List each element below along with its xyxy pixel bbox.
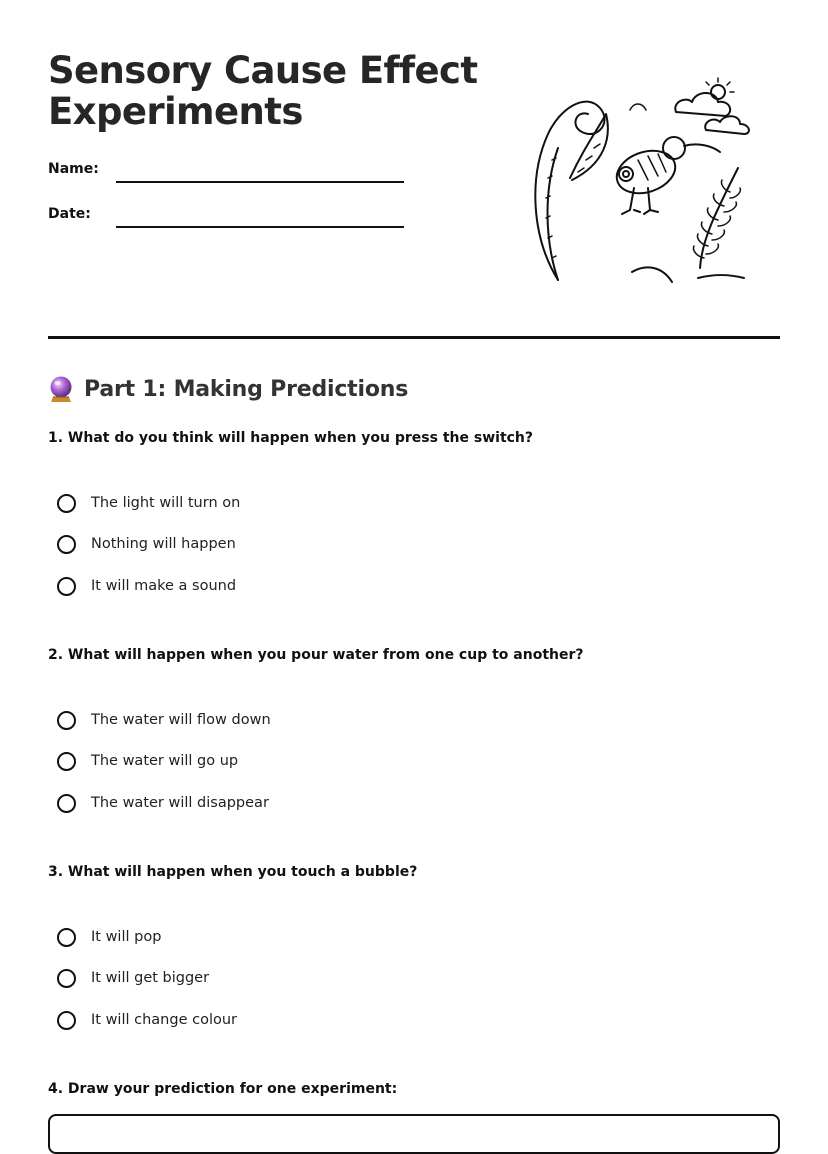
q1-option-3[interactable]: [57, 573, 236, 599]
question-4: 4. Draw your prediction for one experiment:: [48, 1081, 398, 1097]
q1-option-2[interactable]: [57, 531, 236, 557]
option-label: It will make a sound: [91, 578, 237, 594]
q3-option-2[interactable]: [57, 965, 209, 991]
question-1: 1. What do you think will happen when you press the switch?: [48, 430, 534, 446]
q3-option-3[interactable]: [57, 1007, 237, 1033]
option-label: It will get bigger: [91, 970, 210, 986]
option-label: The water will disappear: [91, 795, 269, 811]
section-divider: [48, 336, 780, 339]
option-label: The light will turn on: [91, 495, 241, 511]
part1-heading: [48, 372, 408, 406]
date-field[interactable]: [48, 205, 408, 235]
q2-option-1[interactable]: [57, 707, 271, 733]
name-line[interactable]: [116, 181, 404, 183]
option-label: The water will go up: [91, 753, 239, 769]
radio-button[interactable]: [57, 969, 76, 988]
radio-button[interactable]: [57, 928, 76, 947]
option-label: It will change colour: [91, 1012, 237, 1028]
page-title: [48, 50, 488, 132]
radio-button[interactable]: [57, 794, 76, 813]
radio-button[interactable]: [57, 535, 76, 554]
option-label: The water will flow down: [91, 712, 271, 728]
radio-button[interactable]: [57, 1011, 76, 1030]
option-label: It will pop: [91, 929, 162, 945]
title-line-2: Experiments: [48, 90, 303, 133]
radio-button[interactable]: [57, 494, 76, 513]
name-label: Name:: [48, 161, 99, 177]
radio-button[interactable]: [57, 577, 76, 596]
option-label: Nothing will happen: [91, 536, 236, 552]
name-field[interactable]: [48, 160, 408, 190]
q1-option-1[interactable]: [57, 490, 240, 516]
q2-option-2[interactable]: [57, 748, 238, 774]
q3-option-1[interactable]: [57, 924, 161, 950]
question-2: 2. What will happen when you pour water from one cup to another?: [48, 647, 584, 663]
q2-option-3[interactable]: [57, 790, 269, 816]
drawing-area[interactable]: [48, 1114, 780, 1154]
date-line[interactable]: [116, 226, 404, 228]
question-3: 3. What will happen when you touch a bubble?: [48, 864, 418, 880]
date-label: Date:: [48, 206, 91, 222]
title-line-1: Sensory Cause Effect: [48, 49, 478, 92]
nz-native-doodle-fern-kiwi-icon: [522, 68, 762, 290]
crystal-ball-icon: [48, 375, 74, 403]
radio-button[interactable]: [57, 711, 76, 730]
part1-title: Part 1: Making Predictions: [84, 376, 409, 402]
radio-button[interactable]: [57, 752, 76, 771]
